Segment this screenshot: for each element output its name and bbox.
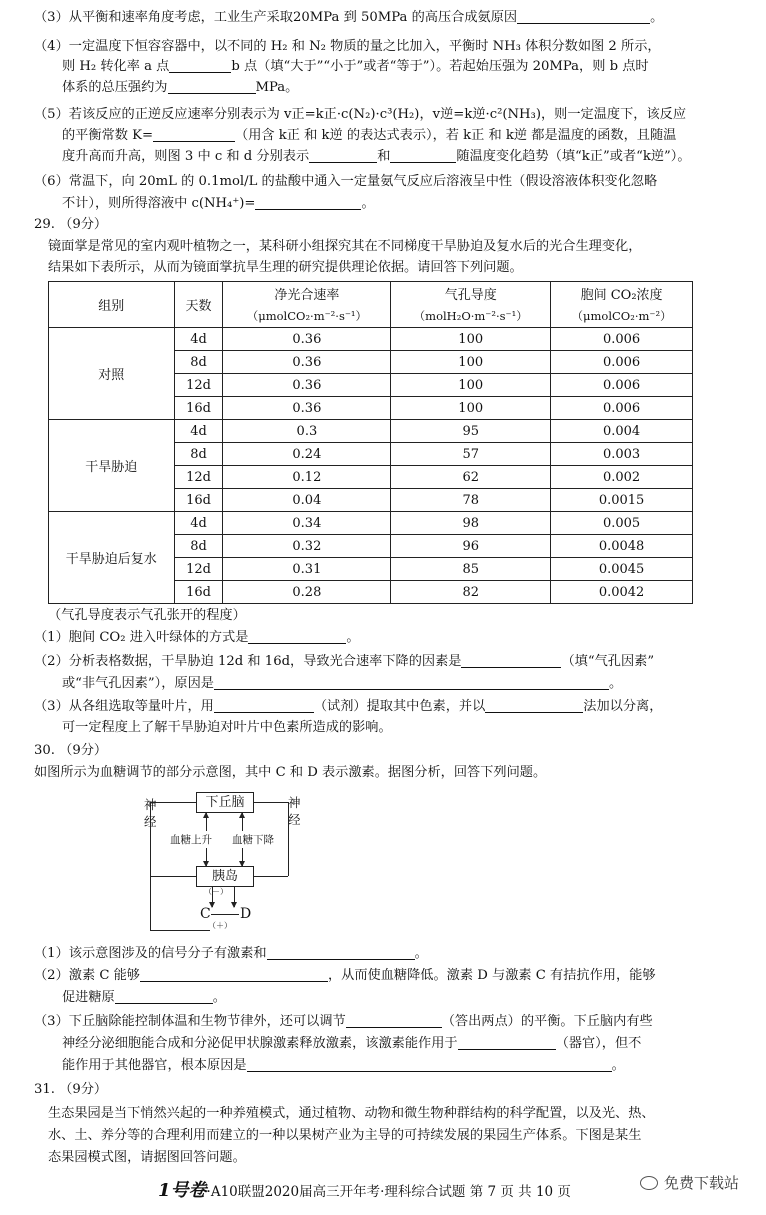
table-header-co2-unit: （μmolCO₂·m⁻²） (551, 305, 693, 328)
cell-day: 8d (174, 443, 223, 466)
left-nerve-arrow-line (150, 876, 196, 877)
cell-rate: 0.04 (223, 489, 391, 512)
answer-blank[interactable] (485, 698, 583, 713)
cell-rate: 0.36 (223, 351, 391, 374)
q28-part4-line3: 体系的总压强约为 MPa。 (62, 80, 299, 95)
cell-day: 4d (174, 420, 223, 443)
q28-part6-line1: （6）常温下，向 20mL 的 0.1mol/L 的盐酸中通入一定量氨气反应后溶液呈中性（假设溶液体积变化忽略 (34, 174, 658, 189)
wechat-icon (640, 1176, 658, 1190)
islet-box: 胰岛 (196, 866, 254, 887)
table-body (49, 328, 693, 604)
promote-label: （＋） (208, 921, 232, 930)
table-header-conductance: 气孔导度 (391, 282, 551, 305)
answer-blank[interactable] (255, 195, 361, 210)
q28-part5-line3: 度升高而升高，则图 3 中 c 和 d 分别表示 和 随温度变化趋势（填“k正”或者“k逆”）。 (62, 149, 691, 164)
answer-blank[interactable] (140, 967, 328, 982)
q29-sub3-line2: 可一定程度上了解干旱胁迫对叶片中色素所造成的影响。 (62, 720, 392, 735)
table-header-group: 组别 (49, 282, 175, 328)
photosynthesis-data-table (48, 281, 693, 604)
cell-rate: 0.24 (223, 443, 391, 466)
inhibit-label: （－） (204, 887, 228, 896)
sugar-rise-label: 血糖上升 (170, 834, 212, 846)
cell-co2: 0.0048 (551, 535, 693, 558)
q29-table-note: （气孔导度表示气孔张开的程度） (48, 608, 246, 623)
q30-sub3-line1: （3）下丘脑除能控制体温和生物节律外，还可以调节 （答出两点）的平衡。下丘脑内有些 (34, 1014, 653, 1029)
table-header-rate-unit: （μmolCO₂·m⁻²·s⁻¹） (223, 305, 391, 328)
cell-co2: 0.0042 (551, 581, 693, 604)
cell-co2: 0.006 (551, 374, 693, 397)
cell-rate: 0.34 (223, 512, 391, 535)
cell-day: 12d (174, 466, 223, 489)
answer-blank[interactable] (267, 945, 415, 960)
cell-cond: 57 (391, 443, 551, 466)
q31-intro-line3: 态果园模式图，请据图回答问题。 (48, 1150, 246, 1165)
q31-intro-line2: 水、土、养分等的合理利用而建立的一种以果树产业为主导的可持续发展的果园生产体系。下图是某生 (48, 1128, 642, 1143)
table-row (49, 328, 693, 351)
table-header-co2: 胞间 CO₂浓度 (551, 282, 693, 305)
cell-cond: 82 (391, 581, 551, 604)
cell-co2: 0.006 (551, 351, 693, 374)
cell-rate: 0.32 (223, 535, 391, 558)
answer-blank[interactable] (458, 1035, 556, 1050)
page-footer (158, 1176, 571, 1202)
q30-sub1: （1）该示意图涉及的信号分子有激素和 。 (34, 946, 428, 961)
cell-day: 12d (174, 374, 223, 397)
q28-part4-line2: 则 H₂ 转化率 a 点 b 点（填“大于”“小于”或者“等于”）。若起始压强为 20MPa，则 b 点时 (62, 59, 649, 74)
q30-header: 30. （9分） (34, 743, 108, 758)
table-row (49, 420, 693, 443)
cell-day: 12d (174, 558, 223, 581)
q29-sub2-line1: （2）分析表格数据，干旱胁迫 12d 和 16d，导致光合速率下降的因素是 （填“气孔因素” (34, 654, 655, 669)
q29-intro-line2: 结果如下表所示，从而为镜面掌抗旱生理的研究提供理论依据。请回答下列问题。 (48, 260, 523, 275)
cell-rate: 0.36 (223, 397, 391, 420)
cell-cond: 78 (391, 489, 551, 512)
answer-blank[interactable] (346, 1013, 442, 1028)
cell-rate: 0.3 (223, 420, 391, 443)
table-header-rate: 净光合速率 (223, 282, 391, 305)
blood-sugar-diagram (144, 792, 320, 937)
cell-cond: 98 (391, 512, 551, 535)
group-cell: 对照 (49, 328, 175, 420)
q28-part5-line2: 的平衡常数 K= （用含 k正 和 k逆 的表达式表示），若 k正 和 k逆 都是温度的函数，且随温 (62, 128, 677, 143)
cell-day: 16d (174, 397, 223, 420)
cell-co2: 0.003 (551, 443, 693, 466)
cell-cond: 100 (391, 374, 551, 397)
answer-blank[interactable] (461, 653, 561, 668)
hormone-c: C (200, 906, 211, 922)
q30-intro: 如图所示为血糖调节的部分示意图，其中 C 和 D 表示激素。据图分析，回答下列问题。 (34, 765, 547, 780)
q30-sub3-line2: 神经分泌细胞能合成和分泌促甲状腺激素释放激素，该激素能作用于 （器官），但不 (62, 1036, 642, 1051)
cell-day: 16d (174, 581, 223, 604)
q29-intro-line1: 镜面掌是常见的室内观叶植物之一，某科研小组探究其在不同梯度干旱胁迫及复水后的光合生理变化， (48, 239, 642, 254)
answer-blank[interactable] (214, 698, 314, 713)
cell-cond: 96 (391, 535, 551, 558)
cell-cond: 100 (391, 397, 551, 420)
cell-co2: 0.005 (551, 512, 693, 535)
answer-blank[interactable] (248, 629, 346, 644)
cell-co2: 0.0045 (551, 558, 693, 581)
answer-blank[interactable] (214, 675, 609, 690)
cell-cond: 62 (391, 466, 551, 489)
footer-text: ·A10联盟2020届高三开年考·理科综合试题 第 7 页 共 10 页 (206, 1184, 571, 1200)
q29-sub2-line2: 或“非气孔因素”），原因是 。 (62, 676, 623, 691)
answer-blank[interactable] (115, 989, 213, 1004)
cell-cond: 100 (391, 328, 551, 351)
answer-blank[interactable] (309, 148, 377, 163)
cell-day: 16d (174, 489, 223, 512)
q29-sub3-line1: （3）从各组选取等量叶片，用 （试剂）提取其中色素，并以 法加以分离， (34, 699, 663, 714)
q30-sub2-line1: （2）激素 C 能够 ，从而使血糖降低。激素 D 与激素 C 有拮抗作用，能够 (34, 968, 656, 983)
cell-day: 4d (174, 512, 223, 535)
table-header-days: 天数 (174, 282, 223, 328)
q28-part5-line1: （5）若该反应的正逆反应速率分别表示为 v正=k正·c(N₂)·c³(H₂)，v逆=k逆·c²(NH₃)，则一定温度下，该反应 (34, 107, 687, 122)
cell-cond: 100 (391, 351, 551, 374)
q30-sub2-line2: 促进糖原 。 (62, 990, 226, 1005)
answer-blank[interactable] (169, 58, 231, 73)
q29-header: 29. （9分） (34, 217, 108, 232)
cell-day: 8d (174, 535, 223, 558)
group-cell: 干旱胁迫后复水 (49, 512, 175, 604)
cell-rate: 0.31 (223, 558, 391, 581)
answer-blank[interactable] (390, 148, 456, 163)
q30-sub3-line3: 能作用于其他器官，根本原因是 。 (62, 1058, 625, 1073)
group-cell: 干旱胁迫 (49, 420, 175, 512)
q28-part6-line2: 不计），则所得溶液中 c(NH₄⁺)= 。 (62, 196, 375, 211)
table-header-conductance-unit: （molH₂O·m⁻²·s⁻¹） (391, 305, 551, 328)
q31-header: 31. （9分） (34, 1082, 108, 1097)
answer-blank[interactable] (247, 1057, 612, 1072)
sugar-fall-label: 血糖下降 (232, 834, 274, 846)
q29-sub1: （1）胞间 CO₂ 进入叶绿体的方式是 。 (34, 630, 360, 645)
q28-part4-line1: （4）一定温度下恒容容器中，以不同的 H₂ 和 N₂ 物质的量之比加入，平衡时 NH₃ 体积分数如图 2 所示， (34, 39, 661, 54)
cell-rate: 0.36 (223, 374, 391, 397)
cell-co2: 0.002 (551, 466, 693, 489)
cell-co2: 0.004 (551, 420, 693, 443)
cell-day: 8d (174, 351, 223, 374)
cell-rate: 0.36 (223, 328, 391, 351)
cell-co2: 0.006 (551, 397, 693, 420)
hormone-d: D (240, 906, 252, 922)
q28-part3: （3）从平衡和速率角度考虑，工业生产采取20MPa 到 50MPa 的高压合成氨原因 。 (34, 10, 664, 25)
diagram-left-nerve-label: 神经 (144, 797, 157, 829)
cell-day: 4d (174, 328, 223, 351)
answer-blank[interactable] (517, 9, 650, 24)
answer-blank[interactable] (168, 79, 256, 94)
cell-cond: 85 (391, 558, 551, 581)
q31-intro-line1: 生态果园是当下悄然兴起的一种养殖模式，通过植物、动物和微生物种群结构的科学配置，以及光、热、 (48, 1106, 655, 1121)
cell-rate: 0.12 (223, 466, 391, 489)
cell-rate: 0.28 (223, 581, 391, 604)
watermark: 免费下载站 (640, 1172, 739, 1193)
cell-cond: 95 (391, 420, 551, 443)
diagram-right-nerve-label: 神经 (288, 795, 301, 827)
table-row (49, 512, 693, 535)
hypothalamus-box: 下丘脑 (196, 792, 254, 813)
cell-co2: 0.0015 (551, 489, 693, 512)
cell-co2: 0.006 (551, 328, 693, 351)
answer-blank[interactable] (153, 127, 235, 142)
exam-logo: 1号卷 (158, 1180, 207, 1201)
